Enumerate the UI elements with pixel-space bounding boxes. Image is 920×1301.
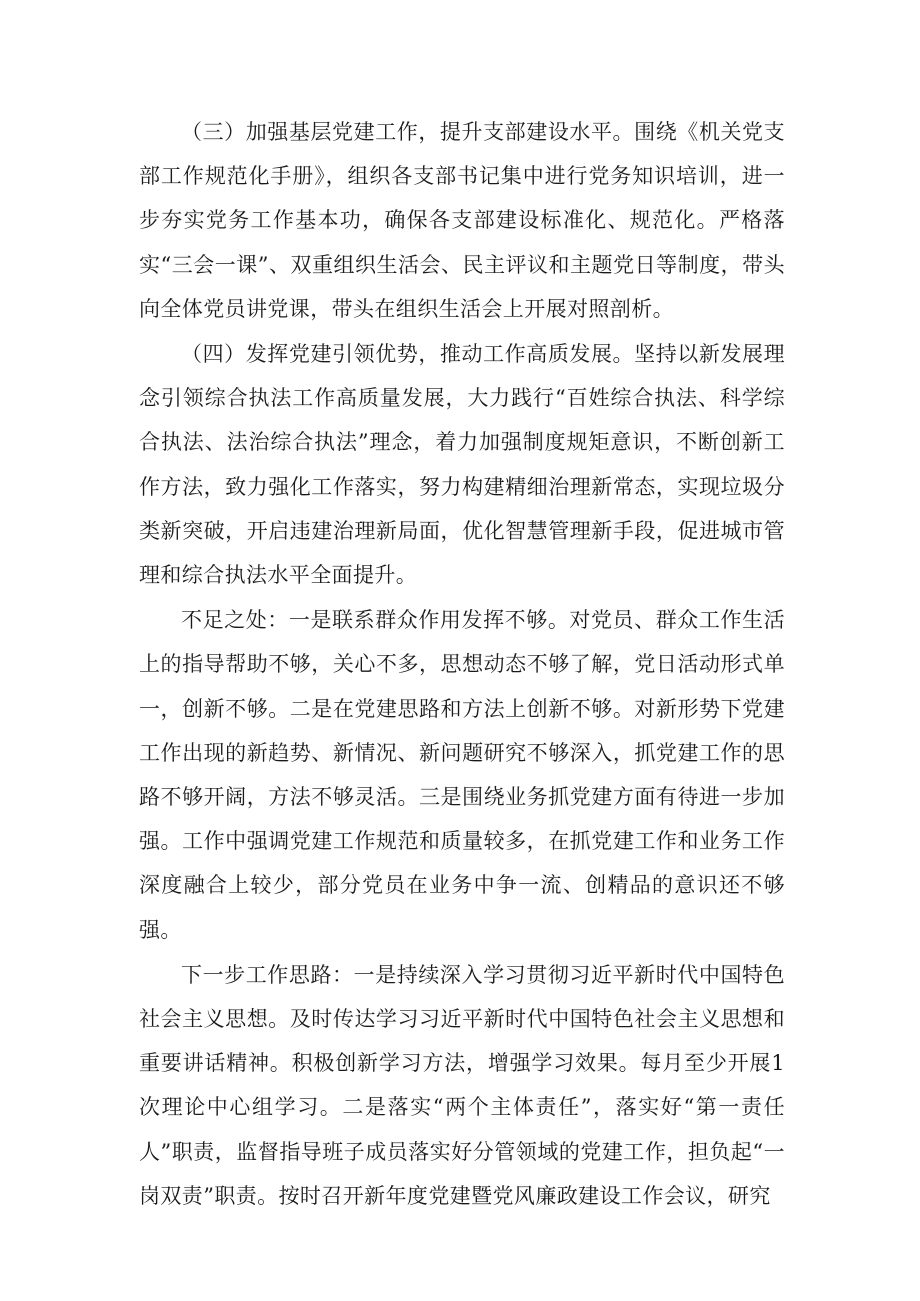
paragraph-party-leadership: （四）发挥党建引领优势，推动工作高质发展。坚持以新发展理念引领综合执法工作高质量发展，大力践行“百姓综合执法、科学综合执法、法治综合执法”理念，着力加强制度规矩意识，不断创新工作方法，致力强化工作落实，努力构建精细治理新常态，实现垃圾分类新突破，开启违建治理新局面，优化智慧管理新手段，促进城市管理和综合执法水平全面提升。 <box>139 342 785 588</box>
paragraph-strengthen-grassroots: （三）加强基层党建工作，提升支部建设水平。围绕《机关党支部工作规范化手册》，组织各支部书记集中进行党务知识培训，进一步夯实党务工作基本功，确保各支部建设标准化、规范化。严格落实“三会一课”、双重组织生活会、民主评议和主题党日等制度，带头向全体党员讲党课，带头在组织生活会上开展对照剖析。 <box>139 120 785 321</box>
paragraph-shortcomings: 不足之处：一是联系群众作用发挥不够。对党员、群众工作生活上的指导帮助不够，关心不多，思想动态不够了解，党日活动形式单一，创新不够。二是在党建思路和方法上创新不够。对新形势下党建工作出现的新趋势、新情况、新问题研究不够深入，抓党建工作的思路不够开阔，方法不够灵活。三是围绕业务抓党建方面有待进一步加强。工作中强调党建工作规范和质量较多，在抓党建工作和业务工作深度融合上较少，部分党员在业务中争一流、创精品的意识还不够强。 <box>139 608 785 942</box>
paragraph-next-steps: 下一步工作思路：一是持续深入学习贯彻习近平新时代中国特色社会主义思想。及时传达学习习近平新时代中国特色社会主义思想和重要讲话精神。积极创新学习方法，增强学习效果。每月至少开展1次理论中心组学习。二是落实“两个主体责任”，落实好“第一责任人”职责，监督指导班子成员落实好分管领域的党建工作，担负起“一岗双责”职责。按时召开新年度党建暨党风廉政建设工作会议，研究 <box>139 962 785 1208</box>
document-body <box>139 110 785 1218</box>
